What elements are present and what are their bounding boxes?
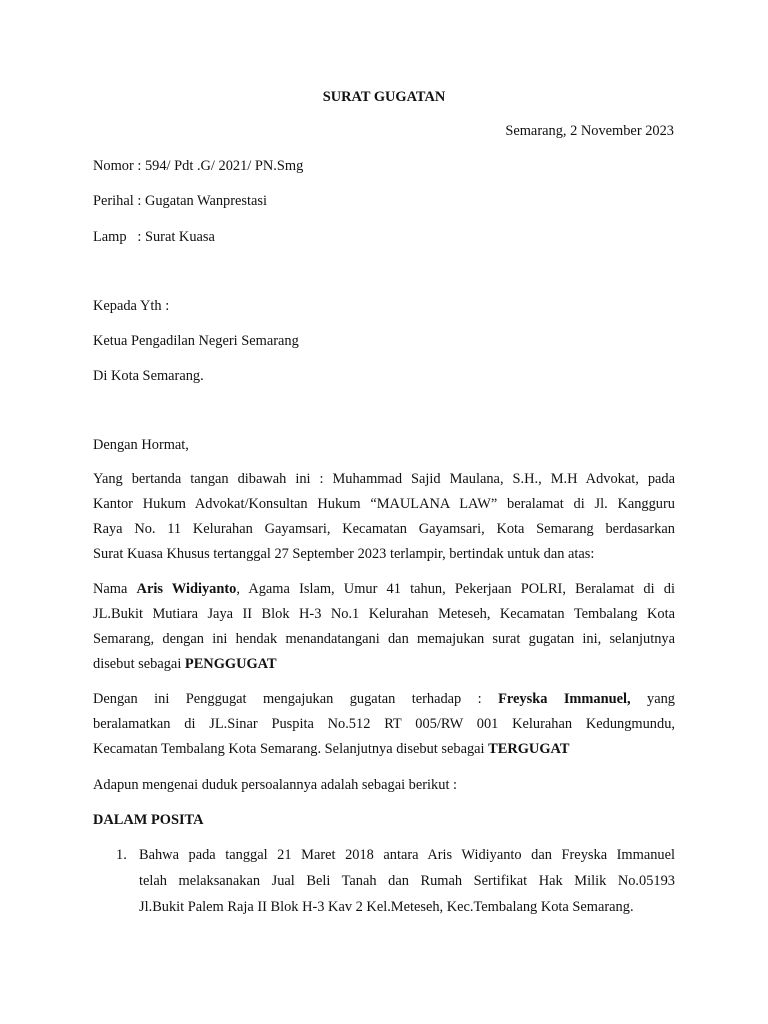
defendant-line-1	[93, 690, 675, 708]
perihal-line: Perihal : Gugatan Wanprestasi	[93, 193, 268, 209]
plaintiff-details: , Agama Islam, Umur 41 tahun, Pekerjaan POLRI, Beralamat di di	[236, 581, 675, 597]
nomor-line: Nomor : 594/ Pdt .G/ 2021/ PN.Smg	[93, 158, 304, 174]
plaintiff-name: Aris Widiyanto	[136, 581, 237, 597]
plaintiff-designation-prefix: disebut sebagai	[93, 656, 185, 672]
defendant-suffix: yang	[630, 691, 675, 707]
recipient-name: Ketua Pengadilan Negeri Semarang	[93, 333, 299, 349]
salutation: Dengan Hormat,	[93, 437, 189, 453]
list-item-line-3: Jl.Bukit Palem Raja II Blok H-3 Kav 2 Kel.Meteseh, Kec.Tembalang Kota Semarang.	[139, 899, 634, 915]
defendant-name: Freyska Immanuel,	[498, 691, 631, 707]
plaintiff-line-3: Semarang, dengan ini hendak menandatangani dan memajukan surat gugatan ini, selanjutnya	[93, 631, 675, 647]
case-intro: Adapun mengenai duduk persoalannya adalah sebagai berikut :	[93, 777, 458, 793]
plaintiff-line-2: JL.Bukit Mutiara Jaya II Blok H-3 No.1 Kelurahan Meteseh, Kecamatan Tembalang Kota	[93, 606, 675, 622]
list-item-line-2: telah melaksanakan Jual Beli Tanah dan Rumah Sertifikat Hak Milik No.05193	[139, 873, 675, 889]
recipient-location: Di Kota Semarang.	[93, 368, 204, 384]
list-item-number: 1.	[116, 847, 127, 863]
plaintiff-designation: PENGGUGAT	[184, 656, 277, 672]
section-heading: DALAM POSITA	[93, 812, 204, 828]
intro-line-4: Surat Kuasa Khusus tertanggal 27 September 2023 terlampir, bertindak untuk dan atas:	[93, 546, 595, 562]
place-date: Semarang, 2 November 2023	[505, 123, 674, 139]
lampiran-line: Lamp : Surat Kuasa	[93, 229, 215, 245]
intro-line-2: Kantor Hukum Advokat/Konsultan Hukum “MAULANA LAW” beralamat di Jl. Kangguru	[93, 496, 675, 512]
plaintiff-prefix: Nama	[93, 581, 137, 597]
plaintiff-line-1	[93, 580, 675, 598]
defendant-line-3	[93, 740, 569, 758]
defendant-designation: TERGUGAT	[488, 741, 570, 757]
defendant-designation-prefix: Kecamatan Tembalang Kota Semarang. Selanjutnya disebut sebagai	[93, 741, 489, 757]
defendant-prefix: Dengan ini Penggugat mengajukan gugatan terhadap :	[93, 691, 499, 707]
document-title: SURAT GUGATAN	[322, 89, 446, 105]
intro-line-3: Raya No. 11 Kelurahan Gayamsari, Kecamatan Gayamsari, Kota Semarang berdasarkan	[93, 521, 675, 537]
list-item-line-1: Bahwa pada tanggal 21 Maret 2018 antara Aris Widiyanto dan Freyska Immanuel	[139, 847, 675, 863]
recipient-heading: Kepada Yth :	[93, 298, 170, 314]
defendant-line-2: beralamatkan di JL.Sinar Puspita No.512 RT 005/RW 001 Kelurahan Kedungmundu,	[93, 716, 675, 732]
intro-line-1: Yang bertanda tangan dibawah ini : Muhammad Sajid Maulana, S.H., M.H Advokat, pada	[93, 471, 675, 487]
plaintiff-line-4	[93, 655, 277, 673]
